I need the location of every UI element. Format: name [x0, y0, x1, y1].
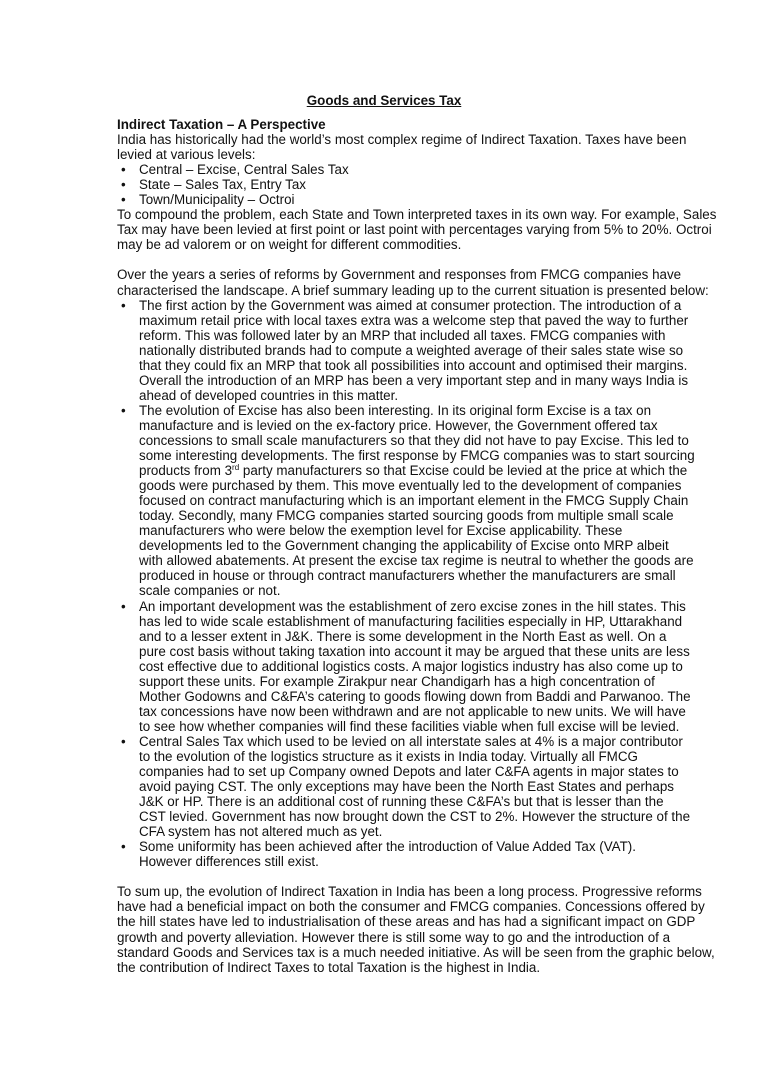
list-item: • State – Sales Tax, Entry Tax: [121, 177, 306, 193]
text-line: to see how whether companies will find these facilities viable when full excise will be levied.: [139, 718, 680, 734]
text-line: Central Sales Tax which used to be levied on all interstate sales at 4% is a major contributor: [139, 733, 683, 749]
bullet-icon: •: [121, 598, 126, 614]
text-line: produced in house or through contract manufacturers whether the manufacturers are small: [139, 568, 676, 584]
document-title: Goods and Services Tax: [306, 93, 462, 108]
conclusion-paragraph: [117, 884, 715, 975]
text-line: India has historically had the world’s most complex regime of Indirect Taxation. Taxes have been: [117, 132, 687, 148]
text-line: levied at various levels:: [117, 147, 256, 163]
list-item: [117, 839, 677, 869]
text-line: that they could fix an MRP that took all possibilities into account and optimised their margins.: [139, 357, 688, 373]
paragraph-spacer: [117, 869, 677, 884]
text-line: support these units. For example Zirakpur near Chandigarh has a high concentration of: [139, 673, 655, 689]
text-line: the hill states have led to industrialisation of these areas and has had a significant impact on GDP: [117, 914, 696, 930]
reforms-paragraph: [117, 267, 709, 298]
text-line: maximum retail price with local taxes extra was a welcome step that paved the way to further: [139, 312, 689, 328]
bullet-icon: •: [121, 177, 126, 193]
bullet-icon: •: [121, 192, 126, 208]
text-line: Some uniformity has been achieved after the introduction of Value Added Tax (VAT).: [139, 839, 636, 855]
text-line: has led to wide scale establishment of manufacturing facilities especially in HP, Uttarakhand: [139, 613, 683, 629]
text-line: Tax may have been levied at first point or last point with percentages varying from 5% to 20%. Octroi: [117, 222, 712, 238]
text-line: pure cost basis without taking taxation into account it may be argued that these units are less: [139, 643, 690, 659]
text-line: have had a beneficial impact on both the consumer and FMCG companies. Concessions offered by: [117, 899, 705, 915]
text-line: The evolution of Excise has also been interesting. In its original form Excise is a tax on: [139, 402, 652, 418]
text-line: to the evolution of the logistics structure as it exists in India today. Virtually all FMCG: [139, 748, 638, 764]
list-item: • Town/Municipality – Octroi: [121, 192, 295, 208]
text-line: concessions to small scale manufacturers so that they did not have to pay Excise. This led to: [139, 432, 689, 448]
text-line: standard Goods and Services tax is a much needed initiative. As will be seen from the graphic below,: [117, 944, 715, 960]
text-line: may be ad valorem or on weight for different commodities.: [117, 237, 462, 253]
text-line: goods were purchased by them. This move eventually led to the development of companies: [139, 478, 682, 494]
text-line: Over the years a series of reforms by Government and responses from FMCG companies have: [117, 267, 682, 283]
text-line: scale companies or not.: [139, 583, 281, 599]
text-line: cost effective due to additional logistics costs. A major logistics industry has also come up to: [139, 658, 683, 674]
text-line: manufacturers who were below the exemption level for Excise applicability. These: [139, 523, 623, 539]
text-line: tax concessions have now been withdrawn and are not applicable to new units. We will have: [139, 703, 686, 719]
text-line: CFA system has not altered much as yet.: [139, 824, 383, 840]
text-line: characterised the landscape. A brief summary leading up to the current situation is presented below:: [117, 282, 709, 298]
list-item: • Central – Excise, Central Sales Tax: [121, 162, 349, 178]
text-line: However differences still exist.: [139, 854, 319, 870]
text-line: To compound the problem, each State and Town interpreted taxes in its own way. For example, Sales: [117, 207, 717, 223]
text-line: CST levied. Government has now brought down the CST to 2%. However the structure of the: [139, 809, 691, 825]
text-line: The first action by the Government was aimed at consumer protection. The introduction of a: [139, 297, 682, 313]
reforms-bullet-list: [117, 297, 695, 870]
list-item: [117, 297, 689, 403]
section-heading: Indirect Taxation – A Perspective: [117, 117, 326, 132]
compound-paragraph: [117, 207, 717, 253]
list-item: [117, 402, 695, 599]
text-line: nationally distributed brands had to compute a weighted average of their sales state wise so: [139, 342, 684, 358]
intro-paragraph: [117, 132, 687, 163]
tax-levels-list: [117, 162, 677, 207]
text-line: products from 3rd party manufacturers so that Excise could be levied at the price at which the: [139, 463, 688, 479]
document-body: [117, 117, 717, 975]
paragraph-spacer: [117, 252, 677, 267]
text-line: developments led to the Government changing the applicability of Excise onto MRP albeit: [139, 538, 669, 554]
bullet-icon: •: [121, 839, 126, 855]
text-line: Overall the introduction of an MRP has been a very important step and in many ways India is: [139, 372, 689, 388]
list-item: [117, 598, 691, 734]
text-line: manufacture and is levied on the ex-factory price. However, the Government offered tax: [139, 417, 658, 433]
text-line: and to a lesser extent in J&K. There is some development in the North East as well. On a: [139, 628, 667, 644]
text-line: with allowed abatements. At present the excise tax regime is neutral to whether the goods are: [139, 553, 694, 569]
text-line: reform. This was followed later by an MRP that included all taxes. FMCG companies with: [139, 327, 666, 343]
text-line: J&K or HP. There is an additional cost of running these C&FA’s but that is lesser than the: [139, 794, 664, 810]
text-line: companies had to set up Company owned Depots and later C&FA agents in major states to: [139, 764, 679, 780]
text-line: avoid paying CST. The only exceptions may have been the North East States and perhaps: [139, 779, 674, 795]
list-item: [117, 733, 691, 840]
bullet-icon: •: [121, 297, 126, 313]
text-line: Mother Godowns and C&FA’s catering to goods flowing down from Baddi and Parwanoo. The: [139, 688, 691, 704]
bullet-icon: •: [121, 162, 126, 178]
text-line: An important development was the establishment of zero excise zones in the hill states. This: [139, 598, 686, 614]
text-line: ahead of developed countries in this matter.: [139, 387, 399, 403]
text-line: today. Secondly, many FMCG companies started sourcing goods from multiple small scale: [139, 508, 674, 524]
text-line: To sum up, the evolution of Indirect Taxation in India has been a long process. Progressive reforms: [117, 884, 702, 900]
text-line: focused on contract manufacturing which is an important element in the FMCG Supply Chain: [139, 493, 689, 509]
superscript: rd: [232, 463, 240, 473]
text-line: growth and poverty alleviation. However there is still some way to go and the introduction of a: [117, 929, 671, 945]
bullet-icon: •: [121, 402, 126, 418]
bullet-icon: •: [121, 733, 126, 749]
text-line: the contribution of Indirect Taxes to total Taxation is the highest in India.: [117, 959, 541, 975]
text-line: some interesting developments. The first response by FMCG companies was to start sourcing: [139, 448, 695, 464]
